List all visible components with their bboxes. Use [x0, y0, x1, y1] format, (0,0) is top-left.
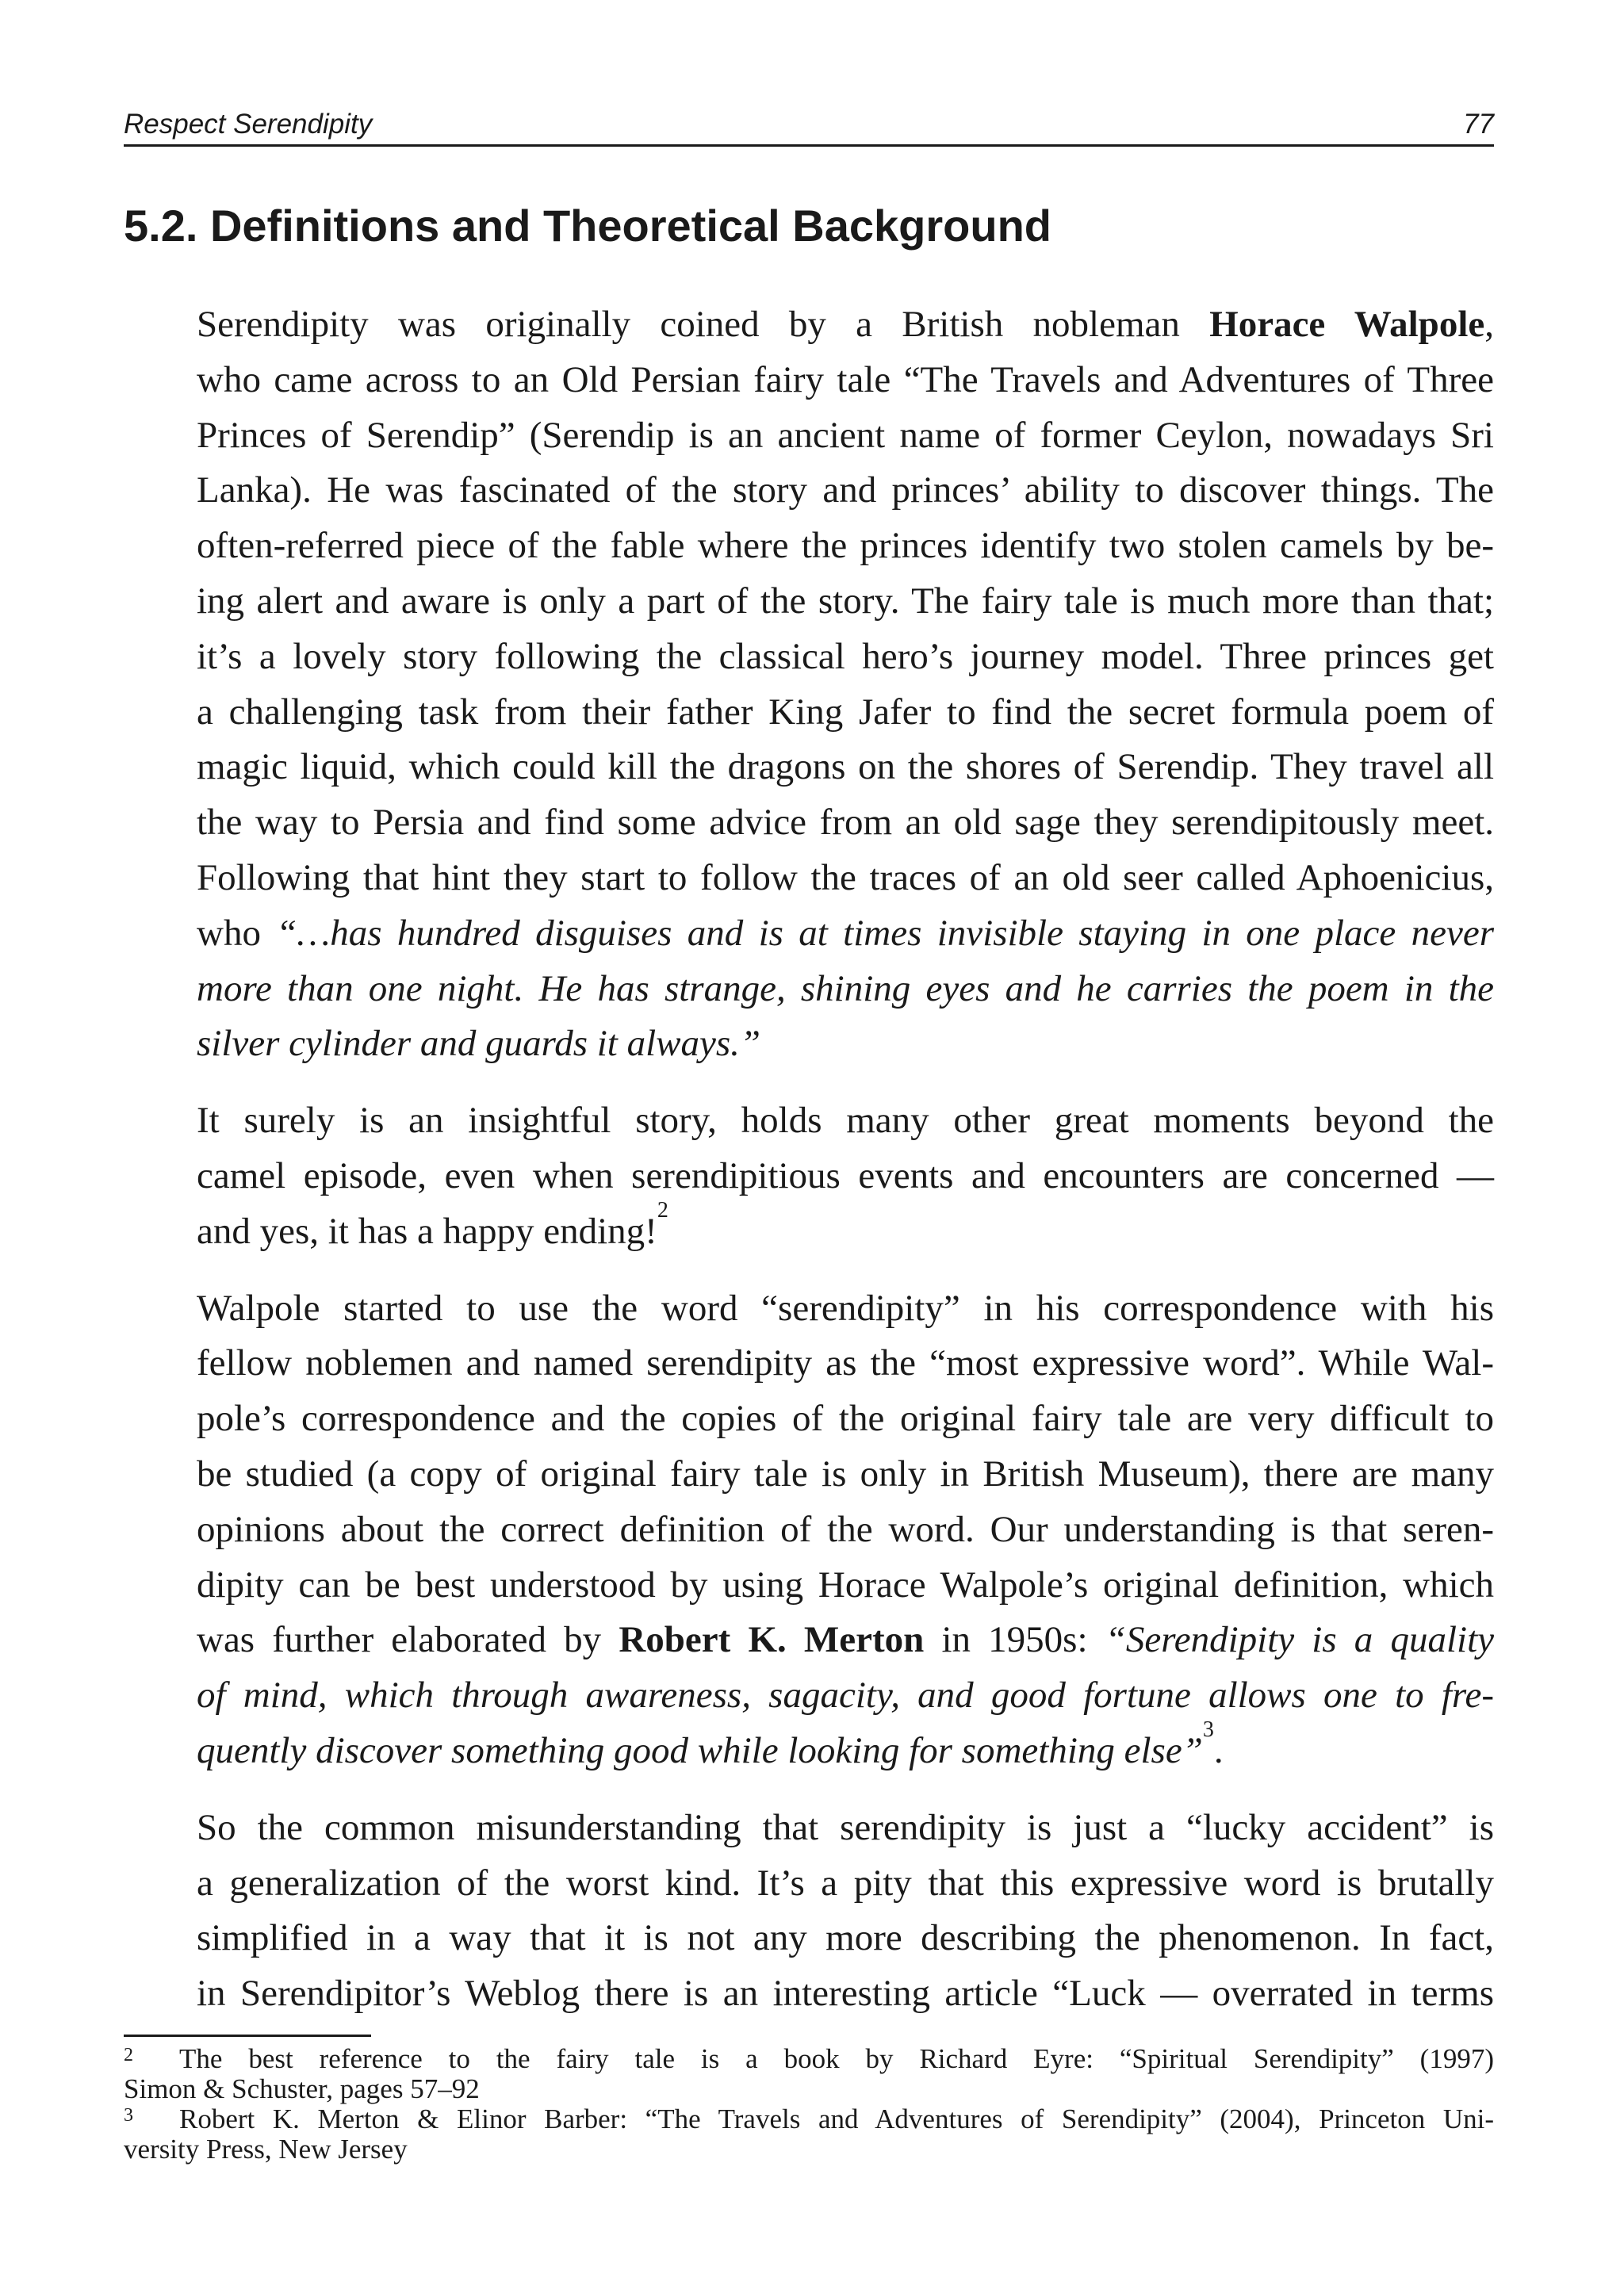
paragraph-1 — [124, 297, 1494, 1072]
text-line: It surely is an insightful story, holds many other great moments beyond the — [197, 1100, 1494, 1142]
paragraph-3 — [124, 1281, 1494, 1779]
running-head-title: Respect Serendipity — [124, 109, 373, 140]
text-line: ing alert and aware is only a part of the story. The fairy tale is much more than that; — [197, 580, 1494, 622]
text-line: quently discover something good while looking for something else”$^3$. — [197, 1717, 1224, 1771]
page-number: 77 — [1463, 109, 1494, 140]
running-head — [124, 105, 1494, 147]
footnote-text: versity Press, New Jersey — [124, 2134, 408, 2165]
text-line: in Serendipitor’s Weblog there is an interesting article “Luck — overrated in terms — [197, 1973, 1494, 2015]
book-page — [124, 0, 1494, 2293]
name-robert-merton: Robert K. Merton — [619, 1619, 925, 1661]
footnote-number: 2 — [124, 2045, 133, 2065]
footnote-text: Robert K. Merton & Elinor Barber: “The Travels and Adventures of Serendipity” (2004), Princeton Uni- — [179, 2104, 1494, 2134]
text-line: Walpole started to use the word “serendipity” in his correspondence with his — [197, 1287, 1494, 1329]
text-line: silver cylinder and guards it always.” — [197, 1023, 761, 1065]
text-line: and yes, it has a happy ending!$^2$ — [197, 1197, 668, 1252]
footnotes — [124, 2044, 1494, 2165]
text-line: often-referred piece of the fable where the princes identify two stolen camels by be- — [197, 525, 1494, 567]
quote-italic: “Serendipity is a quality — [1105, 1619, 1494, 1661]
quote-italic: “…has hundred disguises and is at times invisible staying in one place never — [276, 912, 1494, 954]
footnote-ref-2[interactable]: 2 — [657, 1197, 668, 1223]
text-line: camel episode, even when serendipitious events and encounters are concerned — — [197, 1154, 1494, 1196]
paragraph-4 — [124, 1801, 1494, 2022]
footnote-text: The best reference to the fairy tale is a book by Richard Eyre: “Spiritual Serendipity” (1997) — [179, 2043, 1494, 2074]
text-line: it’s a lovely story following the classical hero’s journey model. Three princes get — [197, 635, 1494, 677]
text-line: pole’s correspondence and the copies of the original fairy tale are very difficult to — [197, 1398, 1494, 1440]
paragraph-2 — [124, 1093, 1494, 1259]
section-heading: 5.2. Definitions and Theoretical Background — [124, 201, 1051, 251]
text-line: of mind, which through awareness, sagacity, and good fortune allows one to fre- — [197, 1675, 1494, 1717]
text-line: magic liquid, which could kill the dragons on the shores of Serendip. They travel all — [197, 746, 1494, 788]
footnote-3 — [124, 2104, 1494, 2165]
text-line: who “…has hundred disguises and is at times invisible staying in one place never — [197, 912, 1494, 954]
text-line: Following that hint they start to follow the traces of an old seer called Aphoenicius, — [197, 856, 1494, 898]
text-line: simplified in a way that it is not any more describing the phenomenon. In fact, — [197, 1917, 1494, 1959]
body-text — [124, 297, 1494, 2022]
name-horace-walpole: Horace Walpole — [1209, 304, 1485, 345]
text-line: a challenging task from their father King Jafer to find the secret formula poem of — [197, 691, 1494, 733]
text-line: more than one night. He has strange, shining eyes and he carries the poem in the — [197, 967, 1494, 1009]
text-line: dipity can be best understood by using Horace Walpole’s original definition, which — [197, 1564, 1494, 1606]
footnote-2 — [124, 2044, 1494, 2104]
text-line: opinions about the correct definition of the word. Our understanding is that seren- — [197, 1508, 1494, 1550]
text-line: who came across to an Old Persian fairy tale “The Travels and Adventures of Three — [197, 358, 1494, 400]
text-line: Princes of Serendip” (Serendip is an ancient name of former Ceylon, nowadays Sri — [197, 414, 1494, 456]
footnote-divider — [124, 2035, 371, 2037]
text-line: a generalization of the worst kind. It’s a pity that this expressive word is brutally — [197, 1862, 1494, 1904]
text-line: the way to Persia and find some advice from an old sage they serendipitously meet. — [197, 802, 1494, 844]
footnote-text: Simon & Schuster, pages 57–92 — [124, 2073, 480, 2104]
text-line: Serendipity was originally coined by a British nobleman Horace Walpole, — [197, 304, 1494, 345]
footnote-ref-3[interactable]: 3 — [1202, 1717, 1214, 1742]
text-line: fellow noblemen and named serendipity as the “most expressive word”. While Wal- — [197, 1342, 1494, 1384]
footnote-number: 3 — [124, 2105, 133, 2126]
text-line: Lanka). He was fascinated of the story and princes’ ability to discover things. The — [197, 469, 1494, 511]
text-line: was further elaborated by Robert K. Merton in 1950s: “Serendipity is a quality — [197, 1619, 1494, 1661]
text-line: be studied (a copy of original fairy tale is only in British Museum), there are many — [197, 1453, 1494, 1495]
text-line: So the common misunderstanding that serendipity is just a “lucky accident” is — [197, 1806, 1494, 1848]
